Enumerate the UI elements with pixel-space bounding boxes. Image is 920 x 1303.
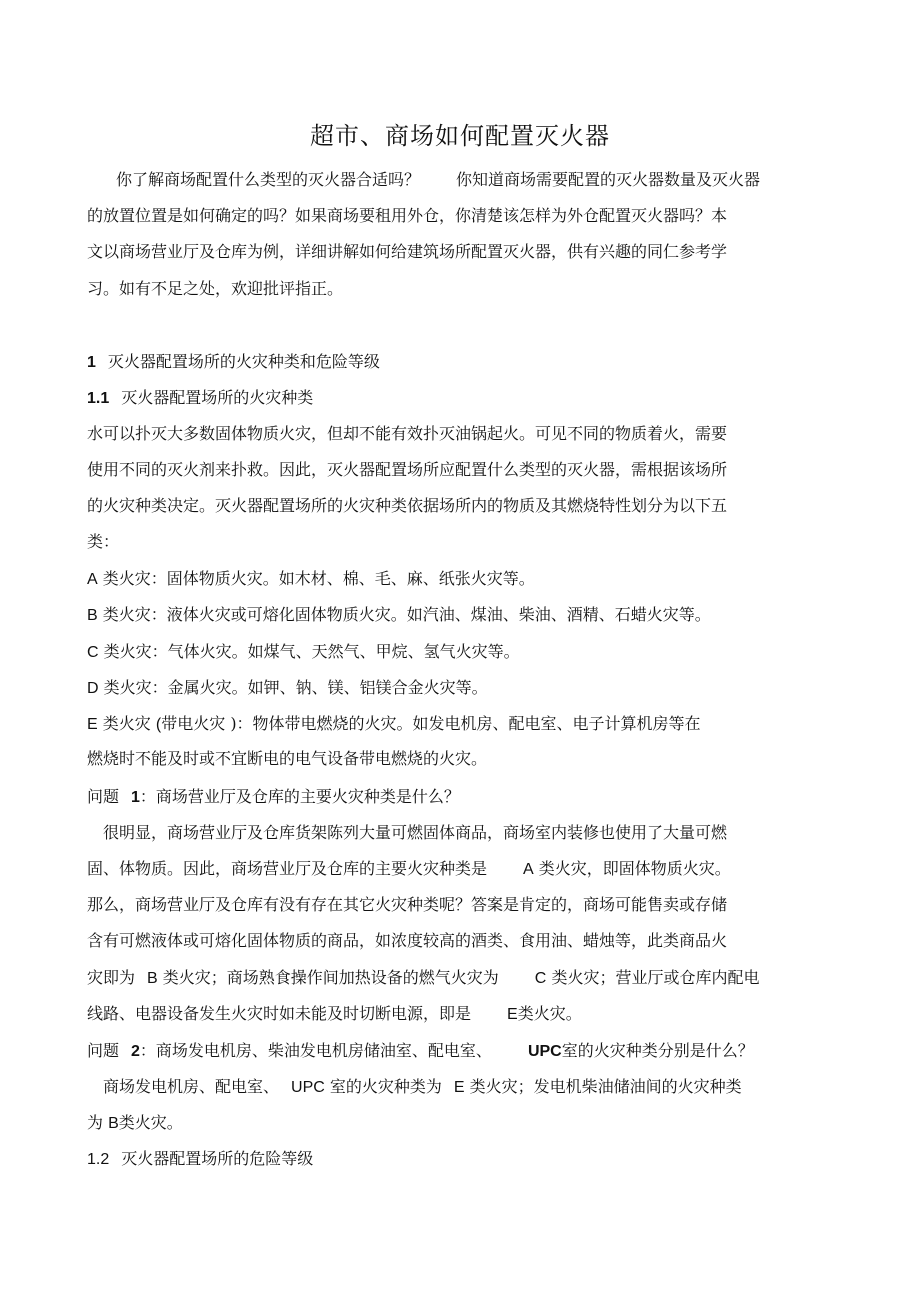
answer-1-line-6a: 线路、电器设备发生火灾时如未能及时切断电源，即是 xyxy=(87,1004,472,1023)
answer-2-line-1 xyxy=(103,1075,742,1100)
question-2-text-2: 室的火灾种类分别是什么？ xyxy=(561,1041,754,1060)
section-1-1-number: 1.1 xyxy=(87,390,110,407)
answer-2-upc: UPC xyxy=(291,1079,325,1096)
question-2-upc: UPC xyxy=(527,1043,562,1060)
class-a-text: 类火灾：固体物质火灾。如木材、棉、毛、麻、纸张火灾等。 xyxy=(102,569,535,588)
class-e-text-1: 类火灾 xyxy=(102,714,151,733)
question-1-text: ：商场营业厅及仓库的主要火灾种类是什么？ xyxy=(139,787,460,806)
section-1-number: 1 xyxy=(87,354,96,371)
paragraph-1-line-1: 水可以扑灭大多数固体物质火灾，但却不能有效扑灭油锅起火。可见不同的物质着火，需要 xyxy=(87,424,728,443)
intro-line-4: 习。如有不足之处，欢迎批评指正。 xyxy=(87,279,344,298)
class-a-letter: A xyxy=(87,571,98,588)
answer-1-class-e: E xyxy=(507,1006,518,1023)
answer-1-line-5c: 类火灾；商场熟食操作间加热设备的燃气火灾为 xyxy=(162,968,499,987)
paragraph-1-line-4: 类： xyxy=(87,532,120,551)
answer-1-line-5 xyxy=(87,966,759,991)
class-b-text: 类火灾：液体火灾或可熔化固体物质火灾。如汽油、煤油、柴油、酒精、石蜡火灾等。 xyxy=(102,605,711,624)
class-c-line xyxy=(87,640,520,665)
class-c-letter: C xyxy=(87,644,99,661)
answer-1-line-2 xyxy=(87,857,731,882)
class-e-paren-open: ( xyxy=(155,716,162,733)
answer-2-line-1c: 室的火灾种类为 xyxy=(329,1077,442,1096)
section-1-1-heading xyxy=(87,386,313,411)
paragraph-1-line-2: 使用不同的灭火剂来扑救。因此，灭火器配置场所应配置什么类型的灭火器，需根据该场所 xyxy=(87,460,728,479)
answer-2-line-2c: 类火灾。 xyxy=(118,1113,183,1132)
class-e-line-1 xyxy=(87,712,701,737)
section-1-heading xyxy=(87,350,380,375)
question-1 xyxy=(87,785,460,810)
paragraph-1-line-3: 的火灾种类决定。灭火器配置场所的火灾种类依据场所内的物质及其燃烧特性划分为以下五 xyxy=(87,496,728,515)
answer-1-line-3: 那么，商场营业厅及仓库有没有存在其它火灾种类呢？答案是肯定的，商场可能售卖或存储 xyxy=(87,895,728,914)
answer-1-class-b: B xyxy=(147,970,158,987)
question-2-label: 问题 xyxy=(87,1041,120,1060)
class-e-line-2: 燃烧时不能及时或不宜断电的电气设备带电燃烧的火灾。 xyxy=(87,749,488,768)
question-1-label: 问题 xyxy=(87,787,120,806)
answer-1-class-c: C xyxy=(534,970,547,987)
intro-line-1a: 你了解商场配置什么类型的灭火器合适吗？ xyxy=(116,170,421,189)
question-2-text-1: ：商场发电机房、柴油发电机房储油室、配电室、 xyxy=(139,1041,492,1060)
intro-line-1 xyxy=(116,168,760,192)
question-2-number: 2 xyxy=(131,1043,140,1060)
answer-1-class-a: A xyxy=(523,861,534,878)
class-c-text: 类火灾：气体火灾。如煤气、天然气、甲烷、氢气火灾等。 xyxy=(103,642,520,661)
class-d-line xyxy=(87,676,488,701)
answer-1-line-2a: 固、体物质。因此，商场营业厅及仓库的主要火灾种类是 xyxy=(87,859,488,878)
intro-line-2: 的放置位置是如何确定的吗？如果商场要租用外仓，你清楚该怎样为外仓配置灭火器吗？本 xyxy=(87,206,728,225)
intro-line-3: 文以商场营业厅及仓库为例，详细讲解如何给建筑场所配置灭火器，供有兴趣的同仁参考学 xyxy=(87,242,728,261)
page-title: 超市、商场如何配置灭火器 xyxy=(310,122,610,150)
answer-2-class-e: E xyxy=(453,1079,465,1096)
section-1-2-heading xyxy=(87,1147,313,1172)
answer-2-line-2a: 为 xyxy=(87,1113,104,1132)
answer-2-line-1a: 商场发电机房、配电室、 xyxy=(103,1077,280,1096)
answer-1-line-1: 很明显，商场营业厅及仓库货架陈列大量可燃固体商品，商场室内装修也使用了大量可燃 xyxy=(103,823,728,842)
class-b-letter: B xyxy=(87,607,98,624)
section-1-2-number: 1.2 xyxy=(87,1151,110,1168)
question-1-number: 1 xyxy=(131,789,140,806)
section-1-text: 灭火器配置场所的火灾种类和危险等级 xyxy=(107,352,380,371)
answer-1-line-2c: 类火灾，即固体物质火灾。 xyxy=(538,859,731,878)
answer-1-line-6c: 类火灾。 xyxy=(517,1004,582,1023)
class-d-letter: D xyxy=(87,680,99,697)
class-a-line xyxy=(87,567,535,592)
answer-2-line-2 xyxy=(87,1111,183,1136)
class-d-text: 类火灾：金属火灾。如钾、钠、镁、铝镁合金火灾等。 xyxy=(103,678,488,697)
answer-2-line-1e: 类火灾；发电机柴油储油间的火灾种类 xyxy=(469,1077,742,1096)
answer-1-line-5e: 类火灾；营业厅或仓库内配电 xyxy=(551,968,760,987)
answer-1-line-5a: 灾即为 xyxy=(87,968,136,987)
intro-line-1b: 你知道商场需要配置的灭火器数量及灭火器 xyxy=(456,170,761,189)
class-e-paren-close: )：物体带电燃烧的火灾。如发电机房、配电室、电子计算机房等在 xyxy=(230,714,701,733)
class-b-line xyxy=(87,603,711,628)
answer-2-class-b: B xyxy=(108,1115,119,1132)
answer-1-line-4: 含有可燃液体或可熔化固体物质的商品，如浓度较高的酒类、食用油、蜡烛等，此类商品火 xyxy=(87,931,728,950)
class-e-letter: E xyxy=(87,716,98,733)
answer-1-line-6 xyxy=(87,1002,582,1027)
question-2 xyxy=(87,1039,754,1064)
section-1-1-text: 灭火器配置场所的火灾种类 xyxy=(121,388,314,407)
section-1-2-text: 灭火器配置场所的危险等级 xyxy=(121,1149,314,1168)
class-e-text-2: 带电火灾 xyxy=(161,714,226,733)
